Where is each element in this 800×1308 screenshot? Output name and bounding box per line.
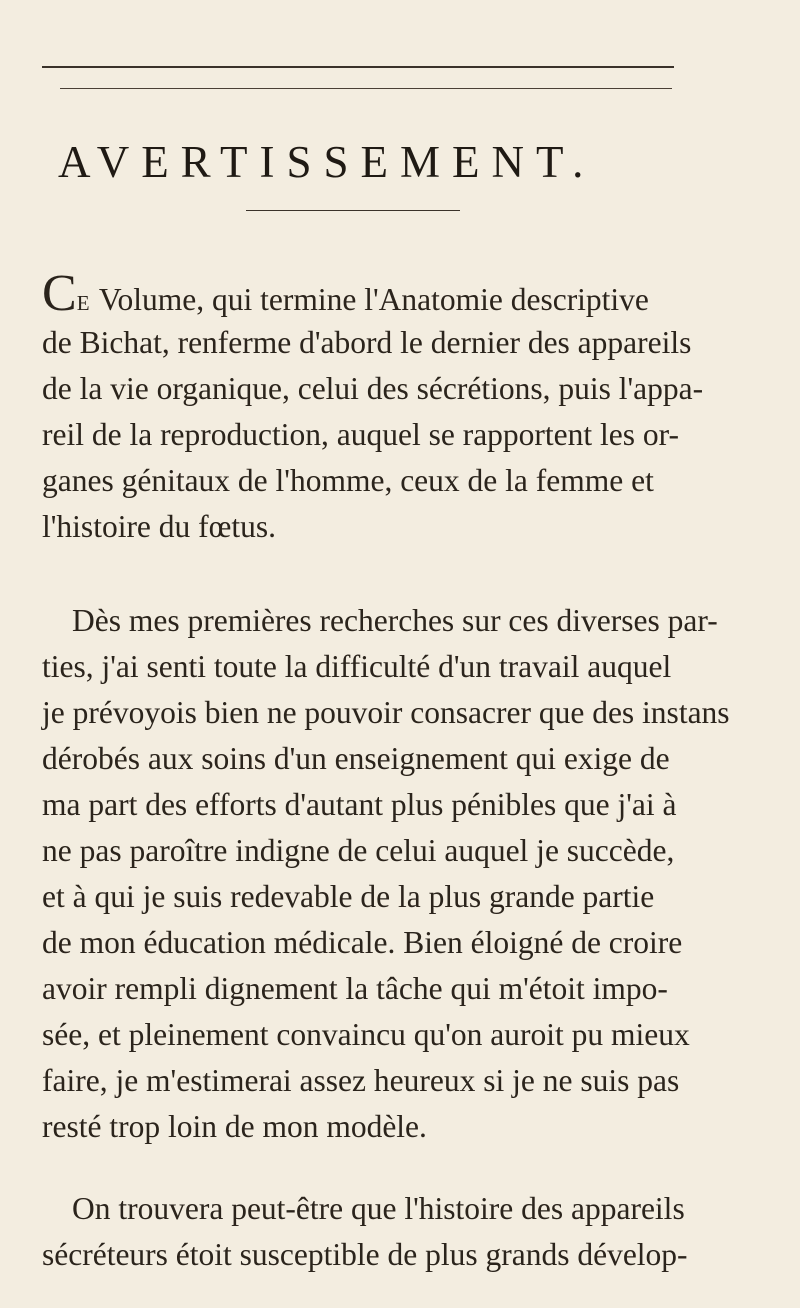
paragraph-2-line-7: et à qui je suis redevable de la plus grande partie xyxy=(42,879,655,914)
paragraph-2-line-9: avoir rempli dignement la tâche qui m'étoit impo- xyxy=(42,971,668,1006)
paragraph-2-line-2: ties, j'ai senti toute la difficulté d'un travail auquel xyxy=(42,649,672,684)
top-rule-thin xyxy=(60,88,672,89)
drop-cap: C xyxy=(42,265,77,322)
paragraph-1 xyxy=(42,265,712,550)
paragraph-2 xyxy=(42,598,730,1150)
paragraph-2-line-5: ma part des efforts d'autant plus pénibles que j'ai à xyxy=(42,787,677,822)
paragraph-2-line-8: de mon éducation médicale. Bien éloigné de croire xyxy=(42,925,683,960)
paragraph-2-line-11: faire, je m'estimerai assez heureux si je ne suis pas xyxy=(42,1063,680,1098)
paragraph-1-line-6: l'histoire du fœtus. xyxy=(42,509,277,544)
paragraph-2-line-1: Dès mes premières recherches sur ces diverses par- xyxy=(72,603,718,638)
paragraph-1-line-4: reil de la reproduction, auquel se rapportent les or- xyxy=(42,417,679,452)
paragraph-3-line-2: sécréteurs étoit susceptible de plus grands dévelop- xyxy=(42,1237,688,1272)
paragraph-2-line-12: resté trop loin de mon modèle. xyxy=(42,1109,427,1144)
paragraph-3-line-1: On trouvera peut-être que l'histoire des appareils xyxy=(72,1191,685,1226)
paragraph-2-line-10: sée, et pleinement convaincu qu'on auroit pu mieux xyxy=(42,1017,690,1052)
paragraph-2-line-3: je prévoyois bien ne pouvoir consacrer que des instans xyxy=(42,695,730,730)
paragraph-2-line-4: dérobés aux soins d'un enseignement qui exige de xyxy=(42,741,670,776)
page-title: AVERTISSEMENT. xyxy=(58,137,596,187)
top-rule xyxy=(42,66,674,68)
paragraph-1-line-1 xyxy=(42,265,712,322)
paragraph-2-line-6: ne pas paroître indigne de celui auquel je succède, xyxy=(42,833,675,868)
paragraph-1-line-3: de la vie organique, celui des sécrétions, puis l'appa- xyxy=(42,371,704,406)
paragraph-3 xyxy=(42,1186,712,1278)
small-caps: E xyxy=(76,291,92,315)
paragraph-1-line-2: de Bichat, renferme d'abord le dernier des appareils xyxy=(42,325,692,360)
title-rule xyxy=(246,210,460,211)
line-text: Volume, qui termine l'Anatomie descriptive xyxy=(91,282,649,317)
paragraph-1-line-5: ganes génitaux de l'homme, ceux de la femme et xyxy=(42,463,654,498)
